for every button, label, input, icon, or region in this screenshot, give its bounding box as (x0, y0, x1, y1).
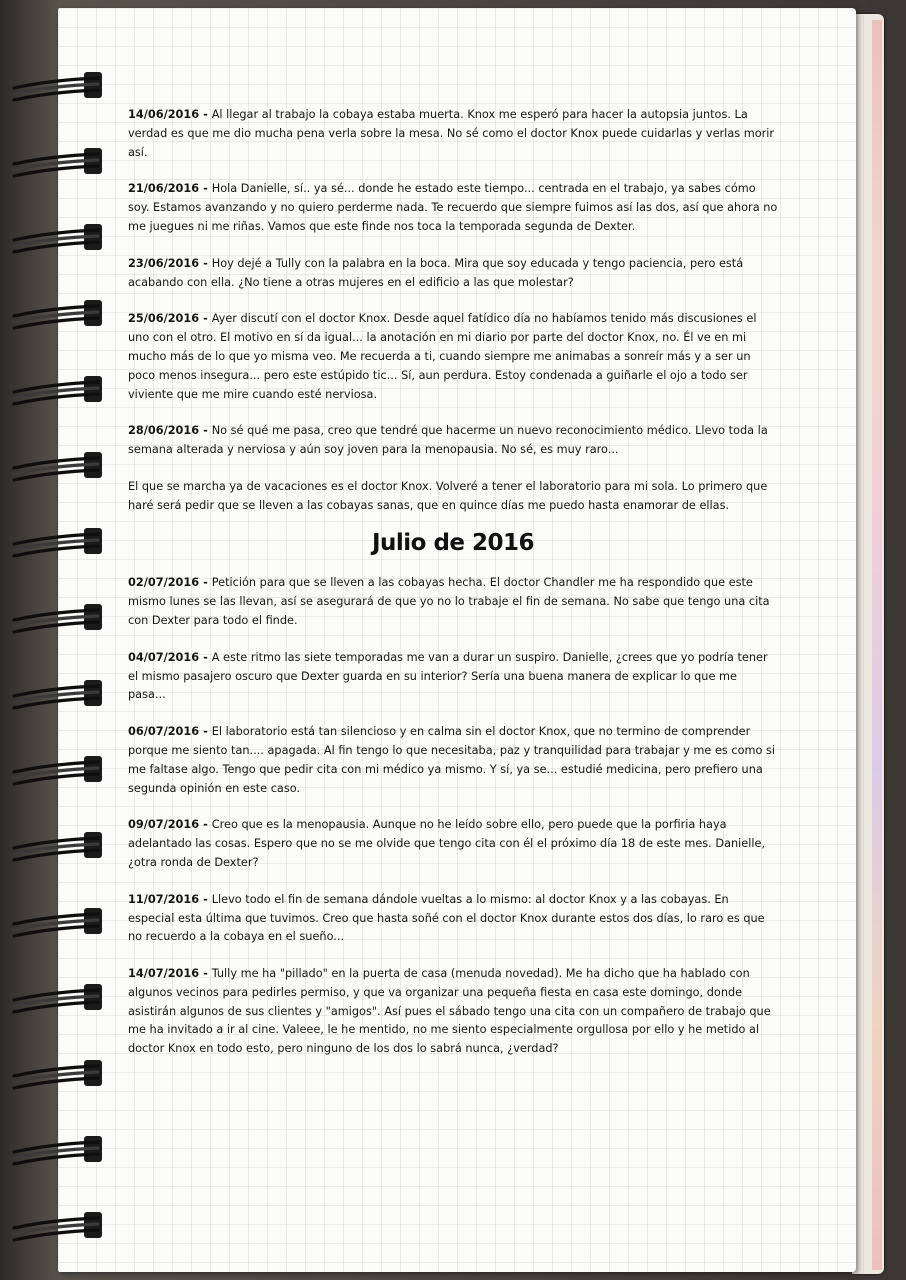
entry-date: 21/06/2016 (128, 182, 200, 196)
binding-ring (14, 1136, 102, 1164)
diary-entry (128, 255, 778, 293)
binding-ring (14, 908, 102, 936)
entry-separator: - (199, 424, 212, 438)
binding-ring (14, 1212, 102, 1240)
binding-ring (14, 376, 102, 404)
entry-date: 25/06/2016 (128, 312, 200, 326)
colored-page-edges (872, 20, 882, 1270)
entry-date: 14/07/2016 (128, 967, 200, 981)
entry-date: 28/06/2016 (128, 424, 200, 438)
entry-separator: - (199, 576, 212, 590)
entry-separator: - (199, 256, 212, 270)
entry-text: Al llegar al trabajo la cobaya estaba muerta. Knox me esperó para hacer la autopsia juntos. La verdad es que me dio mucha pena verla sobre la mesa. No sé como el doctor Knox puede cuidarlas y verlas morir así. (128, 108, 775, 159)
binding-ring (14, 72, 102, 100)
diary-entry (128, 891, 778, 947)
diary-entry (128, 965, 778, 1059)
entry-text: Llevo todo el fin de semana dándole vueltas a lo mismo: al doctor Knox y a las cobayas. En especial esta última que tuvimos. Creo que hasta soñé con el doctor Knox durante estos dos días, lo raro es que no recuerdo a la cobaya en el sueño... (128, 892, 765, 944)
diary-entry (128, 478, 778, 516)
entry-text: El laboratorio está tan silencioso y en calma sin el doctor Knox, que no termino de comprender porque me siento tan.... apagada. Al fin tengo lo que necesitaba, paz y tranquilidad para trabajar y me es como si me faltase algo. Tengo que pedir cita con mi médico ya mismo. Y sí, ya se... estudié medicina, pero prefiero una segunda opinión en este caso. (128, 725, 776, 795)
diary-entry (128, 310, 778, 404)
entry-separator: - (199, 967, 212, 981)
entry-separator: - (199, 108, 212, 121)
entry-separator: - (199, 725, 212, 739)
entry-text: El que se marcha ya de vacaciones es el doctor Knox. Volveré a tener el laboratorio para mi sola. Lo primero que haré será pedir que se lleven a las cobayas sanas, que en quince días me puedo hasta enamorar de ellas. (128, 479, 768, 512)
entry-text: Petición para que se lleven a las cobayas hecha. El doctor Chandler me ha respondido que este mismo lunes se las llevan, así se asegurará de que yo no lo trabaje el fin de semana. No sabe que tengo una cita con Dexter para todo el finde. (128, 576, 770, 627)
spiral-binding (0, 0, 110, 1280)
entry-separator: - (199, 650, 212, 664)
june-entries (128, 106, 778, 516)
diary-entry (128, 180, 778, 236)
entry-text: Hola Danielle, sí.. ya sé... donde he estado este tiempo... centrada en el trabajo, ya sabes cómo soy. Estamos avanzando y no quiero perderme nada. Te recuerdo que siempre fuimos así las dos, así que ahora no me juegues ni me riñas. Vamos que este finde nos toca la temporada segunda de Dexter. (128, 182, 778, 233)
binding-ring (14, 300, 102, 328)
binding-ring (14, 680, 102, 708)
entry-text: Tully me ha "pillado" en la puerta de casa (menuda novedad). Me ha dicho que ha hablado con algunos vecinos para pedirles permiso, y que va organizar una pequeña fiesta en casa este domingo, donde asistirán algunos de sus clientes y "amigos". Así pues el sábado tengo una cita con un compañero de trabajo que me ha invitado a ir al cine. Valeee, le he mentido, no me siento especialmente orgullosa por ello y he metido al doctor Knox en todo esto, pero ninguno de los dos lo sabrá nunca, ¿verdad? (128, 967, 771, 1056)
entry-date: 23/06/2016 (128, 256, 200, 270)
entry-text: Hoy dejé a Tully con la palabra en la boca. Mira que soy educada y tengo paciencia, pero está acabando con ella. ¿No tiene a otras mujeres en el edificio a las que molestar? (128, 256, 744, 289)
entry-text: No sé qué me pasa, creo que tendré que hacerme un nuevo reconocimiento médico. Llevo toda la semana alterada y nerviosa y aún soy joven para la menopausia. No sé, es muy raro... (128, 424, 768, 457)
diary-content (128, 106, 778, 1077)
diary-entry (128, 106, 778, 162)
binding-ring (14, 604, 102, 632)
binding-ring (14, 452, 102, 480)
binding-ring (14, 148, 102, 176)
diary-entry (128, 723, 778, 798)
entry-separator: - (199, 312, 212, 326)
entry-date: 04/07/2016 (128, 650, 200, 664)
entry-text: Creo que es la menopausia. Aunque no he leído sobre ello, pero puede que la porfiria haya adelantado las cosas. Espero que no se me olvide que tengo cita con él el próximo día 18 de este mes. Danielle, ¿otra ronda de Dexter? (128, 818, 766, 869)
entry-date: 14/06/2016 (128, 108, 200, 121)
entry-separator: - (199, 892, 212, 906)
entry-date: 02/07/2016 (128, 576, 200, 590)
binding-ring (14, 984, 102, 1012)
entry-text: A este ritmo las siete temporadas me van a durar un suspiro. Danielle, ¿crees que yo podría tener el mismo pasajero oscuro que Dexter guarda en su interior? Sería una buena manera de explicar lo que me pasa... (128, 650, 768, 702)
diary-entry (128, 649, 778, 705)
section-heading: Julio de 2016 (371, 529, 535, 556)
july-entries (128, 574, 778, 1059)
binding-ring (14, 224, 102, 252)
binding-ring (14, 756, 102, 784)
entry-date: 09/07/2016 (128, 818, 200, 832)
entry-separator: - (199, 818, 212, 832)
binding-ring (14, 528, 102, 556)
entry-text: Ayer discutí con el doctor Knox. Desde aquel fatídico día no habíamos tenido más discusiones el uno con el otro. El motivo en sí da igual... la anotación en mi diario por parte del doctor Knox, no. Él ve en mi mucho más de lo que yo misma veo. Me recuerda a ti, cuando siempre me animabas a sonreír más y a ser un poco menos insegura... pero este estúpido tic... Sí, aun perdura. Estoy condenada a guiñarle el ojo a todo ser viviente que me mire cuando esté nerviosa. (128, 312, 757, 401)
binding-ring (14, 1060, 102, 1088)
diary-entry (128, 574, 778, 630)
binding-ring (14, 832, 102, 860)
diary-entry (128, 816, 778, 872)
entry-date: 11/07/2016 (128, 892, 200, 906)
diary-entry (128, 422, 778, 460)
entry-date: 06/07/2016 (128, 725, 200, 739)
entry-separator: - (199, 182, 212, 196)
